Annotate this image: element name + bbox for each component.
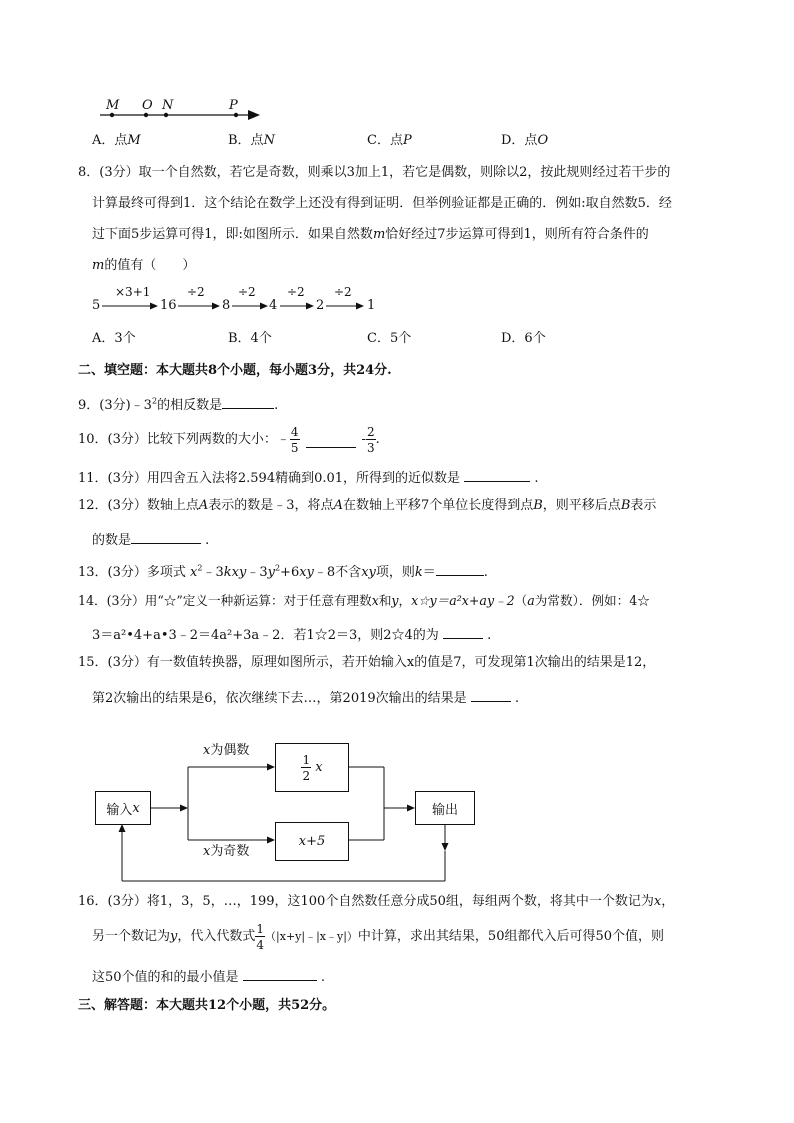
q15-line2: 第2次输出的结果是6，依次继续下去…，第2019次输出的结果是 .	[92, 687, 519, 707]
q10-fraction-1: $\frac{4}{5}$	[290, 425, 299, 455]
q10: 10．(3分）比较下列两数的大小：﹣ $\frac{4}{5}$ - $\frac{2}{3}$ .	[78, 425, 380, 455]
number-line	[100, 98, 270, 124]
q10-fraction-2: $\frac{2}{3}$	[366, 425, 375, 455]
half-fraction: $\frac{1}{2}$	[302, 752, 311, 783]
q15-line1: 15．(3分）有一数值转换器，原理如图所示，若开始输入x的值是7，可发现第1次输出的结果是12，	[78, 655, 656, 670]
odd-operation-box: x+5	[275, 822, 349, 861]
label-n: N	[162, 98, 174, 113]
chain-op2: ÷2	[187, 285, 205, 299]
q8-option-d: D．6个	[501, 331, 546, 346]
label-o: O	[142, 98, 153, 113]
q16-line3: 这50个值的和的最小值是 .	[92, 966, 325, 986]
q8-line1: 8．(3分）取一个自然数，若它是奇数，则乘以3加上1，若它是偶数，则除以2，按此规则经过若干步的	[78, 165, 671, 180]
section-fill-in-heading: 二、填空题：本大题共8个小题，每小题3分，共24分.	[78, 363, 392, 378]
q9-answer-blank	[222, 394, 274, 409]
chain-op5: ÷2	[334, 285, 352, 299]
q7-option-d: D．点O	[501, 133, 549, 148]
q13: 13．(3分）多项式 $x^2﹣3kxy﹣3y^2+6xy﹣8$不含xy项，则k＝ .	[78, 561, 488, 581]
chain-op3: ÷2	[238, 285, 256, 299]
even-condition-label: x为偶数	[203, 743, 250, 758]
q7-option-a: A．点M	[92, 133, 141, 148]
q16-line1: 16．(3分）将1，3，5，…，199，这100个自然数任意分成50组，每组两个数，将其中一个数记为x，	[78, 894, 675, 909]
label-p: P	[229, 98, 238, 113]
chain-op4: ÷2	[287, 285, 305, 299]
quarter-fraction: $\frac{1}{4}$	[256, 922, 265, 952]
chain-n5: 2	[316, 298, 325, 313]
q15-answer-blank	[471, 687, 511, 702]
q12-line1: 12．(3分）数轴上点A表示的数是﹣3，将点A在数轴上平移7个单位长度得到点B，则平移后点B表示	[78, 498, 657, 513]
q12-answer-blank	[131, 529, 201, 544]
q14-answer-blank	[443, 624, 483, 639]
chain-n1: 5	[92, 298, 101, 313]
q8-option-c: C．5个	[367, 331, 412, 346]
q10-answer-blank	[306, 433, 356, 448]
label-m: M	[106, 98, 120, 113]
chain-op1: ×3+1	[115, 285, 151, 299]
q16-line2: 另一个数记为 y ，代入代数式 $\frac{1}{4}$ （|x+y|﹣|x﹣y|） 中计算，求出其结果，50组都代入后可得50个值，则	[92, 922, 665, 952]
q9: 9．(3分)$﹣3^2$的相反数是 .	[78, 394, 278, 414]
chain-n3: 8	[222, 298, 231, 313]
q11: 11．(3分）用四舍五入法将2.594精确到0.01，所得到的近似数是 .	[78, 467, 538, 487]
q8-option-b: B．4个	[228, 331, 272, 346]
q11-answer-blank	[464, 467, 530, 482]
input-box: 输入 x	[95, 791, 151, 825]
q13-answer-blank	[436, 561, 484, 576]
q8-option-a: A．3个	[92, 331, 136, 346]
chain-n6: 1	[367, 298, 376, 313]
q14-line1: 14．(3分）用“☆”定义一种新运算：对于任意有理数x和y，x☆y＝a²x+ay﹣2（a为常数）．例如：4☆	[78, 593, 650, 608]
even-operation-box: $\frac{1}{2}$ x	[275, 743, 349, 792]
section-solve-heading: 三、解答题：本大题共12个小题，共52分。	[78, 998, 336, 1013]
chain-n2: 16	[160, 298, 177, 313]
q12-line2: 的数是 .	[92, 529, 209, 549]
odd-condition-label: x为奇数	[203, 844, 250, 859]
q8-line4: m的值有（ ）	[92, 258, 196, 273]
q16-answer-blank	[243, 966, 317, 981]
q7-option-c: C．点P	[367, 133, 412, 148]
chain-n4: 4	[269, 298, 278, 313]
output-box: 输出	[415, 791, 475, 825]
q14-line2: 3＝a²•4+a•3﹣2＝4a²+3a﹣2．若1☆2＝3，则2☆4的为 .	[92, 624, 491, 644]
q8-line3: 过下面5步运算可得1，即:如图所示．如果自然数m恰好经过7步运算可得到1，则所有符合条件的	[92, 227, 649, 242]
q7-option-b: B．点N	[228, 133, 275, 148]
q8-line2: 计算最终可得到1．这个结论在数学上还没有得到证明．但举例验证都是正确的．例如:取自然数5．经	[92, 196, 672, 211]
